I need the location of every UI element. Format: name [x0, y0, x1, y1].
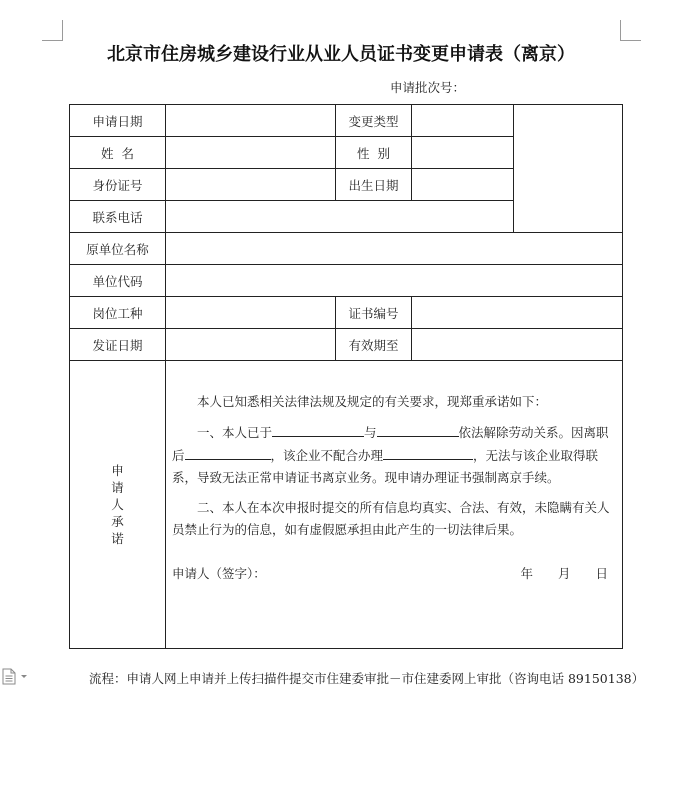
input-birth-date[interactable]	[412, 169, 514, 201]
batch-number-label: 申请批次号：	[390, 80, 466, 95]
input-valid-until[interactable]	[412, 329, 623, 361]
input-name[interactable]	[166, 137, 336, 169]
blank-procedure[interactable]	[383, 444, 473, 460]
promise-label-text: 申 请 人 承 诺	[111, 463, 124, 546]
chevron-down-icon[interactable]	[21, 675, 27, 678]
document-icon[interactable]	[2, 668, 16, 685]
label-valid-until: 有效期至	[336, 329, 412, 361]
input-cert-number[interactable]	[412, 297, 623, 329]
promise-item-1: 一、本人已于 与 依法解除劳动关系。因离职后 ，该企业不配合办理 ，无法与该企业取得联系，导致无法正常申请证书离京业务。现申请办理证书强制离京手续。	[172, 421, 616, 489]
promise-intro: 本人已知悉相关法律法规及规定的有关要求，现郑重承诺如下：	[197, 394, 548, 409]
input-former-unit[interactable]	[166, 233, 623, 265]
promise-label	[70, 361, 166, 649]
label-apply-date: 申请日期	[70, 105, 166, 137]
input-position[interactable]	[166, 297, 336, 329]
crop-mark-top-left	[42, 20, 63, 41]
crop-mark-top-right	[620, 20, 641, 41]
label-former-unit: 原单位名称	[70, 233, 166, 265]
input-apply-date[interactable]	[166, 105, 336, 137]
blank-company[interactable]	[377, 421, 459, 437]
input-unit-code[interactable]	[166, 265, 623, 297]
signature-date: 年 月 日	[520, 566, 608, 581]
label-gender: 性 别	[336, 137, 412, 169]
photo-box	[514, 105, 623, 233]
label-position: 岗位工种	[70, 297, 166, 329]
label-cert-number: 证书编号	[336, 297, 412, 329]
label-name: 姓 名	[70, 137, 166, 169]
label-issue-date: 发证日期	[70, 329, 166, 361]
blank-reason[interactable]	[185, 444, 271, 460]
label-unit-code: 单位代码	[70, 265, 166, 297]
label-change-type: 变更类型	[336, 105, 412, 137]
page-title: 北京市住房城乡建设行业从业人员证书变更申请表（离京）	[107, 44, 575, 65]
input-change-type[interactable]	[412, 105, 514, 137]
label-id-number: 身份证号	[70, 169, 166, 201]
promise-item-2: 二、本人在本次申报时提交的所有信息均真实、合法、有效，未隐瞒有关人员禁止行为的信息，如有虚假愿承担由此产生的一切法律后果。	[172, 500, 610, 537]
input-gender[interactable]	[412, 137, 514, 169]
input-issue-date[interactable]	[166, 329, 336, 361]
signature-label: 申请人（签字）：	[172, 566, 266, 581]
application-form-table	[69, 104, 623, 649]
blank-date[interactable]	[272, 421, 364, 437]
label-birth-date: 出生日期	[336, 169, 412, 201]
promise-body	[166, 361, 623, 649]
signature-line	[172, 563, 616, 587]
label-phone: 联系电话	[70, 201, 166, 233]
process-note: 流程：申请人网上申请并上传扫描件提交市住建委审批－市住建委网上审批（咨询电话 89150138）	[89, 671, 645, 686]
input-phone[interactable]	[166, 201, 514, 233]
input-id-number[interactable]	[166, 169, 336, 201]
